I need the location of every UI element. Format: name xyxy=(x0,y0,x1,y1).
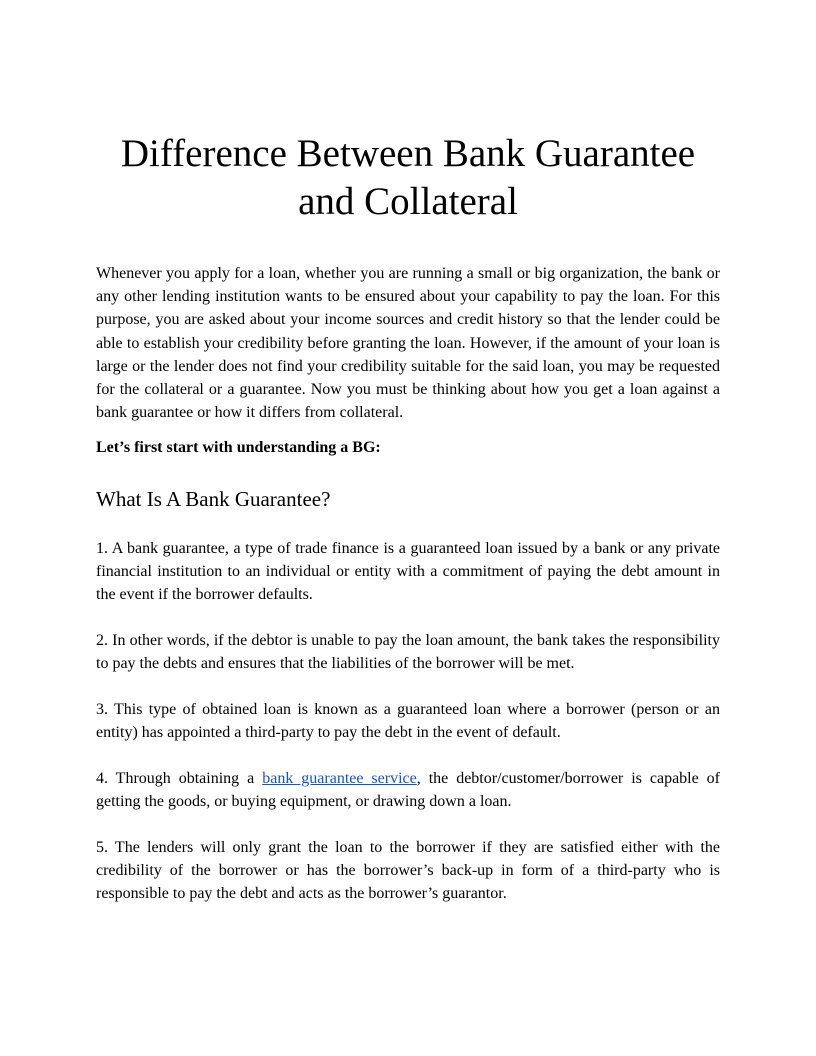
point-5: 5. The lenders will only grant the loan to the borrower if they are satisfied either with the credibility of the borrower or has the borrower’s back-up in form of a third-party who is responsible to pay the debt and acts as the borrower’s guarantor. xyxy=(96,839,720,903)
section-heading: What Is A Bank Guarantee? xyxy=(96,487,331,512)
document-title: Difference Between Bank Guarantee and Collateral xyxy=(120,132,696,223)
bank-guarantee-service-link[interactable]: bank guarantee service xyxy=(262,770,417,788)
lead-text: Let’s first start with understanding a BG: xyxy=(96,439,381,457)
point-3: 3. This type of obtained loan is known as a guaranteed loan where a borrower (person or an entity) has appointed a third-party to pay the debt in the event of default. xyxy=(96,701,720,742)
points-list xyxy=(96,537,720,905)
point-1: 1. A bank guarantee, a type of trade finance is a guaranteed loan issued by a bank or any private financial institution to an individual or entity with a commitment of paying the debt amount in the event if the borrower defaults. xyxy=(96,540,720,604)
point-4 xyxy=(96,767,720,813)
point-2: 2. In other words, if the debtor is unable to pay the loan amount, the bank takes the responsibility to pay the debts and ensures that the liabilities of the borrower will be met. xyxy=(96,632,720,673)
document-page xyxy=(96,0,720,928)
intro-paragraph: Whenever you apply for a loan, whether you are running a small or big organization, the bank or any other lending institution wants to be ensured about your capability to pay the loan. For this purpose, you are asked about your income sources and credit history so that the lender could be able to establish your credibility before granting the loan. However, if the amount of your loan is large or the lender does not find your credibility suitable for the said loan, you may be requested for the collateral or a guarantee. Now you must be thinking about how you get a loan against a bank guarantee or how it differs from collateral. xyxy=(96,265,720,422)
point-4-suffix: , the debtor/customer/borrower is capable of getting the goods, or buying equipment, or drawing down a loan. xyxy=(96,770,721,811)
point-4-prefix: 4. Through obtaining a xyxy=(96,770,263,788)
